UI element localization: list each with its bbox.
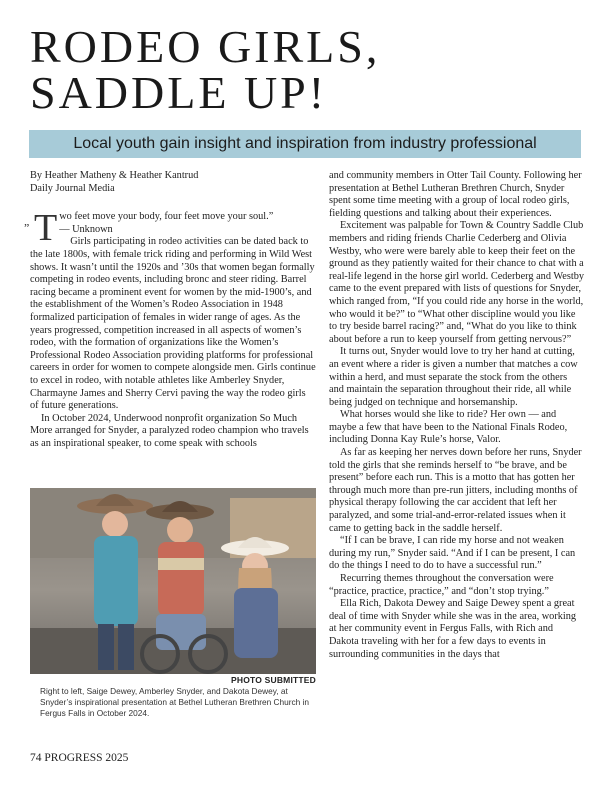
drop-cap: T xyxy=(34,207,58,250)
byline-outlet: Daily Journal Media xyxy=(30,182,115,194)
body-paragraph-left-2: In October 2024, Underwood nonprofit organization So Much More arranged for Snyder, a paralyzed rodeo champion who travels as an inspirational speaker, to come speak with schools xyxy=(30,412,309,449)
body-paragraph-right-8: Ella Rich, Dakota Dewey and Saige Dewey spent a great deal of time with Snyder while she was in the area, working at her community event in Fergus Falls, with Rich and Dakota traveling with her for a few days to events in surrounding communities in the days that xyxy=(329,598,577,660)
subhead-bar xyxy=(29,130,581,158)
quote-attribution: — Unknown xyxy=(59,223,113,235)
quote-open-mark: „ xyxy=(24,214,30,229)
body-paragraph-right-4: What horses would she like to ride? Her own — and maybe a few that have been to the National Finals Rodeo, including Donna Kay Rule’s horse, Valor. xyxy=(329,409,568,446)
body-paragraph-right-3: It turns out, Snyder would love to try her hand at cutting, an event where a rider is given a number that matches a cow within a herd, and must separate the stock from the others and maintain the separation throughout their ride, all while being judged on technique and horsemanship. xyxy=(329,346,578,408)
article-photo xyxy=(30,488,316,674)
body-paragraph-left-1: Girls participating in rodeo activities can be dated back to the late 1800s, with female trick riding and performing in Wild West shows. It wasn’t until the 1920s and ’30s that women began formally competing in rodeo events, including bronc and steer riding. Barrel racing became a prominent event for women by the mid-1900’s, and the establishment of the Women’s Rodeo Association in 1948 formalized participation of females in wider range of ages. As the years progressed, competition increased in all aspects of women’s rodeo, with the formation of organizations like the Women’s Professional Rodeo Association providing platforms for professional careers in order for women to compete alongside men. Girls continue to excel in rodeo, with notable athletes like Amberley Snyder, Charmayne James and Sherry Cervi paving the way the rodeo girls of future generations. xyxy=(30,236,316,412)
byline-authors: By Heather Matheny & Heather Kantrud xyxy=(30,170,199,181)
page-footer: 74 PROGRESS 2025 xyxy=(30,752,129,764)
subhead: Local youth gain insight and inspiration from industry professional xyxy=(73,135,537,152)
headline xyxy=(30,21,590,118)
photo-credit: PHOTO SUBMITTED xyxy=(230,675,316,685)
opening-quote xyxy=(24,207,316,450)
body-paragraph-right-1: and community members in Otter Tail County. Following her presentation at Bethel Lutheran Brethren Church, Snyder spent some time meeting with a group of local rodeo girls, fielding questions and talking about their experiences. xyxy=(329,170,582,219)
photo-caption: Right to left, Saige Dewey, Amberley Snyder, and Dakota Dewey, at Snyder’s inspirational presentation at Bethel Lutheran Brethren Church in Fergus Falls in October 2024. xyxy=(40,686,310,718)
body-paragraph-right-5: As far as keeping her nerves down before her runs, Snyder told the girls that she reminds herself to “be brave, and be present” before each run. This is a motto that has gotten her through much more than pre-run jitters, including months of physical therapy following the car accident that left her paralyzed, and some trial-and-error-related issues when it came to getting back in the saddle herself. xyxy=(329,447,582,534)
body-paragraph-right-2: Excitement was palpable for Town & Country Saddle Club members and riding friends Charlie Cederberg and Olivia Westby, who were were barely able to keep their feet on the ground as they patiently waited for their chance to chat with a real-life legend in the horse girl world. Cederberg and Westby came to the event prepared with lists of questions for Snyder, which ranged from, “If you could ride any horse in the world, who would it be?” to “What other discipline would you like to try beside barrel racing?” and, “What do you like to think about before a run to keep yourself from getting nervous?” xyxy=(329,220,584,345)
headline-line-1: RODEO GIRLS, xyxy=(30,21,381,72)
body-paragraph-right-6: “If I can be brave, I can ride my horse and not weaken during my run,” Snyder said. “And if I can be present, I can do the things I need to do to have a successful run.” xyxy=(329,535,576,572)
quote-text: wo feet move your body, four feet move your soul.” xyxy=(59,211,274,223)
left-column xyxy=(24,170,316,450)
right-column xyxy=(329,170,584,661)
photo-illustration xyxy=(30,488,316,674)
headline-line-2: SADDLE UP! xyxy=(30,67,328,118)
body-paragraph-right-7: Recurring themes throughout the conversation were “practice, practice, practice,” and “don’t stop trying.” xyxy=(329,573,554,597)
